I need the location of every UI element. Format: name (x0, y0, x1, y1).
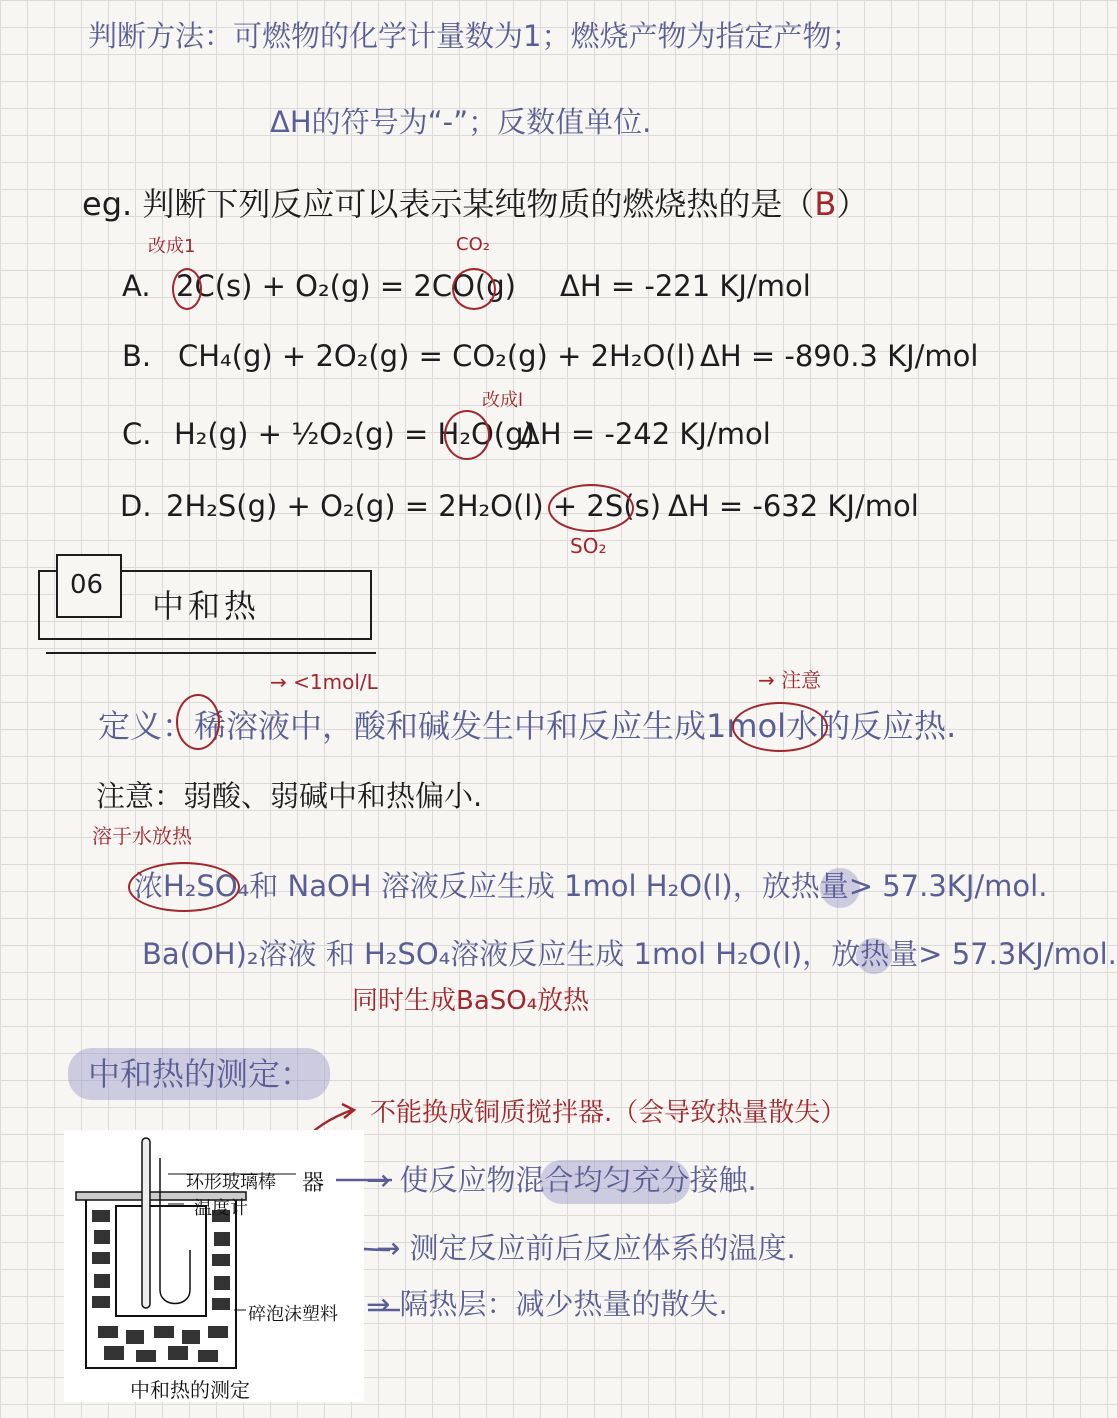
definition-one-mol-water: 1mol水 (706, 707, 819, 745)
definition-dilute: 稀 (194, 707, 227, 745)
notice-red-note: 溶于水放热 (92, 824, 192, 848)
notice-red-note-2: 同时生成BaSO₄放热 (352, 986, 590, 1016)
option-c-label: C. (122, 417, 152, 451)
option-b-label: B. (122, 339, 152, 373)
question-text: eg. 判断下列反应可以表示某纯物质的燃烧热的是（ (82, 185, 815, 223)
option-d-dh: ΔH = -632 KJ/mol (668, 489, 919, 523)
answer-letter: B (814, 185, 837, 223)
option-d-equation: 2H₂S(g) + O₂(g) = 2H₂O(l) + 2S(s) (166, 489, 662, 523)
diagram-label-stirrer: 环形玻璃棒 (186, 1172, 276, 1193)
option-a-dh: ΔH = -221 KJ/mol (560, 269, 811, 303)
measurement-item-1-a: → 使反应物 (366, 1163, 516, 1197)
measurement-title: 中和热的测定： (88, 1055, 313, 1093)
section-number: 06 (70, 570, 104, 600)
option-d-note: SO₂ (570, 534, 607, 558)
option-c-dh: ΔH = -242 KJ/mol (520, 417, 771, 451)
diagram-red-suffix: 器 (302, 1171, 325, 1196)
definition-conc-note: → <1mol/L (270, 670, 378, 694)
measurement-item-1-c: 充分接触. (631, 1163, 757, 1197)
option-b-dh: ΔH = -890.3 KJ/mol (700, 339, 979, 373)
option-a-equation: 2C(s) + O₂(g) = 2CO(g) (176, 269, 516, 303)
measurement-item-1-b: 混合均匀 (515, 1163, 632, 1197)
notice-line-1-value: > 57.3KJ/mol. (848, 869, 1048, 903)
notice-line-1-body: 和 NaOH 溶液反应生成 1mol H₂O(l)，放热量 (249, 869, 849, 903)
header-line-2: ΔH的符号为“-”；反数值单位. (270, 105, 652, 139)
definition-label: 定义： (98, 707, 195, 745)
option-b-equation: CH₄(g) + 2O₂(g) = CO₂(g) + 2H₂O(l) (178, 339, 696, 373)
header-line-1: 判断方法：可燃物的化学计量数为1；燃烧产物为指定产物； (88, 19, 861, 53)
option-c-equation: H₂(g) + ½O₂(g) = H₂O(g) (174, 417, 535, 451)
option-a-note-2: CO₂ (456, 234, 490, 255)
foam-pieces (92, 1210, 230, 1362)
definition-tail: 的反应热. (818, 707, 957, 745)
option-c-note: 改成l (482, 390, 524, 411)
option-a-label: A. (122, 269, 151, 303)
measurement-item-3: → 隔热层：减少热量的散失. (366, 1287, 728, 1321)
diagram-label-foam: 碎泡沫塑料 (248, 1304, 338, 1325)
diagram-label-thermometer: 温度计 (194, 1198, 248, 1219)
definition-attention-note: → 注意 (758, 668, 822, 692)
option-d-label: D. (120, 489, 152, 523)
section-title: 中和热 (152, 587, 261, 625)
diagram-caption: 中和热的测定 (130, 1378, 250, 1402)
option-a-note-1: 改成1 (148, 236, 196, 257)
definition-body: 溶液中，酸和碱发生中和反应生成 (226, 707, 707, 745)
question-close: ） (836, 185, 869, 223)
calorimeter-diagram (64, 1130, 364, 1402)
notice-label: 注意：弱酸、弱碱中和热偏小. (96, 779, 483, 813)
measurement-item-2: → 测定反应前后反应体系的温度. (376, 1231, 796, 1265)
notice-line-2-value: > 57.3KJ/mol. (918, 937, 1117, 971)
notice-conc-acid: 浓H₂SO₄ (134, 869, 250, 903)
measurement-red-note: 不能换成铜质搅拌器.（会导致热量散失） (370, 1098, 847, 1128)
inner-beaker (116, 1206, 206, 1316)
notice-line-2-body: Ba(OH)₂溶液 和 H₂SO₄溶液反应生成 1mol H₂O(l)，放热量 (142, 937, 919, 971)
thermometer (142, 1138, 150, 1308)
